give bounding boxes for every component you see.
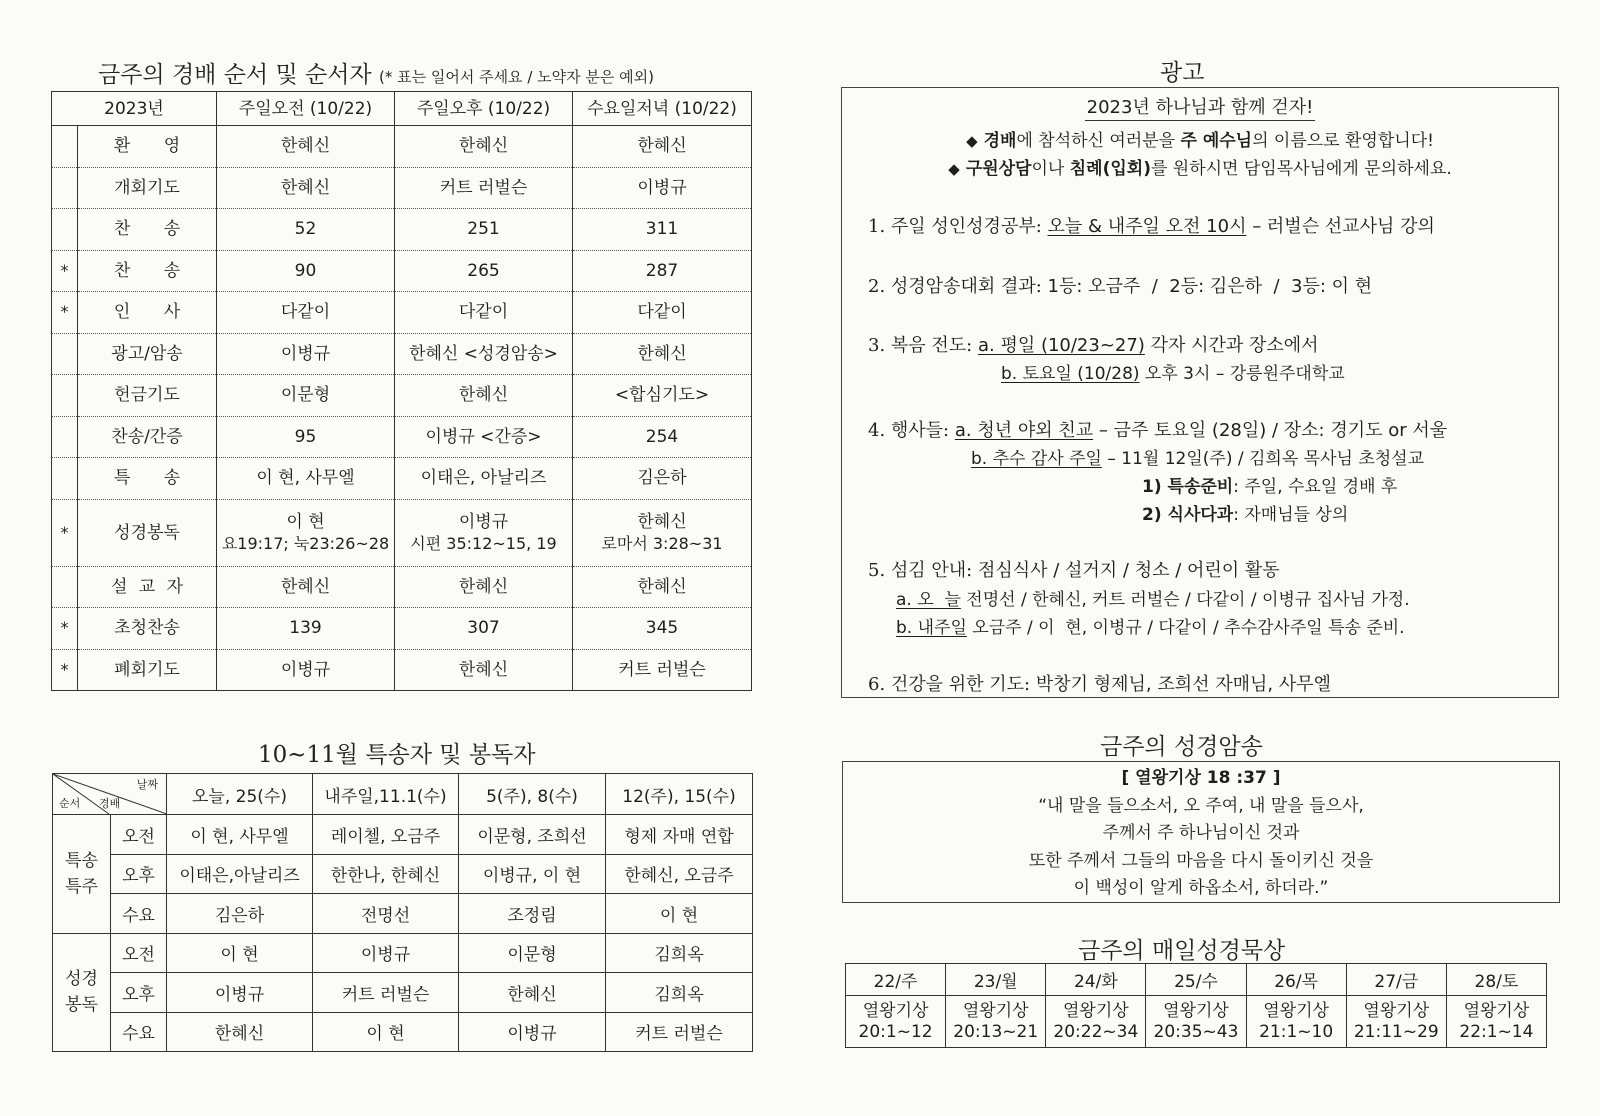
cell-am: 이문형 [217,375,395,417]
day-header: 24/화 [1046,964,1146,996]
special-section-title: 10~11월 특송자 및 봉독자 [258,742,536,768]
announcement-item-4b [971,444,1424,469]
item-text: 점심식사 / 설거지 / 청소 / 어린이 활동 [977,560,1280,581]
slogan [842,93,1558,119]
cell-wed: 287 [573,250,752,292]
book-name: 열왕기상 [1263,1000,1329,1021]
cell-wed: 345 [573,608,752,650]
cell-pm: 265 [395,250,573,292]
memory-verse-box [842,761,1560,903]
cell-wed: 한혜신 [573,333,752,375]
announcement-item-5 [868,556,1280,582]
cell-am: 90 [217,250,395,292]
cell-pm: 한혜신 [395,126,573,168]
item-text: 전명선 / 한혜신, 커트 러벌슨 / 다같이 / 이병규 집사님 가정. [960,590,1410,610]
cell: 김은하 [167,894,313,934]
cell-wed [573,499,752,566]
cell: 커트 러벌슨 [313,973,459,1013]
stand-marker: * [52,499,78,566]
passage: 20:22~34 [1053,1021,1139,1042]
cell: 레이첼, 오금주 [313,815,459,855]
book-name: 열왕기상 [862,1000,929,1021]
daily-devotion-title: 금주의 매일성경묵상 [1078,938,1286,964]
item-text: – 11월 12일(주) / 김희옥 목사님 초청설교 [1101,449,1425,469]
cell: 이병규 [167,973,313,1013]
verse-line: “내 말을 들으소서, 오 주여, 내 말을 들으사, [1038,795,1364,816]
date-header: 오늘, 25(수) [167,774,313,815]
memory-verse-title: 금주의 성경암송 [1100,734,1263,760]
slogan-text: 2023년 하나님과 함께 걷자! [1085,97,1316,121]
cell-pm: 다같이 [395,292,573,334]
day-header: 22/주 [846,964,946,996]
cell: 김희옥 [606,933,753,973]
reading-cell [1246,996,1346,1048]
announcement-item-3 [868,331,1319,357]
worship-order-table [51,91,752,691]
cell-pm: 307 [395,608,573,650]
stand-marker [52,209,78,251]
welcome-line [842,126,1558,151]
cell-pm: 한혜신 [395,375,573,417]
cell: 조정림 [459,894,606,934]
cell-pm: 한혜신 <성경암송> [395,333,573,375]
underlined-text: a. 청년 야외 친교 [954,420,1094,441]
table-row [53,973,753,1013]
day-header: 23/월 [946,964,1046,996]
group-label-line: 성경 [65,969,98,990]
cell: 김희옥 [606,973,753,1013]
bold-text: 2) 식사다과 [1142,505,1234,525]
scripture-ref: 요19:17; 눅23:26~28 [221,533,390,553]
underlined-text: b. 내주일 [896,618,967,638]
stand-marker [52,416,78,458]
header-year: 2023년 [52,92,217,126]
item-label: 2. 성경암송대회 결과: [868,276,1042,297]
table-row [52,566,752,608]
cell-am: 한혜신 [217,566,395,608]
reader-name: 이 현 [286,511,325,532]
order-label: 성경봉독 [78,499,217,566]
item-text: 오후 3시 – 강릉원주대학교 [1139,364,1345,384]
announcement-item-3b [1001,359,1345,384]
cell-wed: 다같이 [573,292,752,334]
text: 에 참석하신 여러분을 [1016,131,1181,151]
book-name: 열왕기상 [1063,1000,1129,1021]
cell-am: 이 현, 사무엘 [217,458,395,500]
text: 의 이름으로 환영합니다! [1252,131,1434,151]
table-row [53,894,753,934]
table-header-row [52,92,752,126]
underlined-text: b. 토요일 (10/28) [1001,364,1140,384]
scripture-ref: 시편 35:12~15, 19 [410,533,557,553]
cell-pm: 이병규 <간증> [395,416,573,458]
cell-am: 139 [217,608,395,650]
announcement-item-4b-1 [1142,472,1397,497]
book-name: 열왕기상 [1363,1000,1430,1021]
cell-pm: 이태은, 아날리즈 [395,458,573,500]
group-label-reading [53,933,111,1052]
cell-wed: 커트 러벌슨 [573,649,752,691]
reading-cell [1046,996,1146,1048]
table-row [53,1012,753,1052]
table-row [52,209,752,251]
cell-pm: 251 [395,209,573,251]
cell: 이병규, 이 현 [459,854,606,894]
cell-am: 한혜신 [217,126,395,168]
cell: 이태은,아날리즈 [167,854,313,894]
reader-name: 이병규 [458,511,509,532]
announcement-item-4 [868,416,1447,442]
cell-am: 52 [217,209,395,251]
group-label-special [53,815,111,934]
stand-marker [52,167,78,209]
reading-cell [846,996,946,1048]
table-row [52,250,752,292]
passage: 21:11~29 [1353,1021,1439,1042]
reading-cell [1446,996,1546,1048]
bold-text: 1) 특송준비 [1142,477,1234,497]
item-text: 1등: 오금주 / 2등: 김은하 / 3등: 이 현 [1047,276,1373,297]
order-label: 인 사 [78,292,217,334]
cell: 이 현 [606,894,753,934]
passage: 21:1~10 [1259,1021,1334,1042]
stand-marker: * [52,292,78,334]
book-name: 열왕기상 [962,1000,1029,1021]
table-row [53,854,753,894]
order-label: 찬송/간증 [78,416,217,458]
announcement-item-4b-2 [1142,500,1348,525]
cell-am: 95 [217,416,395,458]
item-label: 1. 주일 성인성경공부: [868,216,1042,237]
reading-cell [946,996,1046,1048]
stand-marker [52,333,78,375]
order-label: 폐회기도 [78,649,217,691]
corner-service-label: 경배 [99,797,121,810]
cell-am: 한혜신 [217,167,395,209]
announcement-item-2 [868,272,1372,298]
cell: 이문형, 조희선 [459,815,606,855]
cell: 한혜신 [459,973,606,1013]
reading-cell [1346,996,1446,1048]
daily-devotion-table [845,963,1547,1048]
order-title-note: (* 표는 일어서 주세요 / 노약자 분은 예외) [378,68,654,86]
stand-marker [52,375,78,417]
corner-header [53,774,167,815]
order-label: 개회기도 [78,167,217,209]
service-label: 수요 [111,1012,167,1052]
book-name: 열왕기상 [1163,1000,1229,1021]
diamond-bullet-icon: ◆ [966,132,978,150]
item-label: 4. 행사들: [868,420,950,441]
cell: 전명선 [313,894,459,934]
cell: 이 현, 사무엘 [167,815,313,855]
cell: 이 현 [313,1012,459,1052]
table-row [52,416,752,458]
underlined-text: a. 오 늘 [896,590,961,610]
announcement-item-5b [896,613,1405,638]
counsel-line [842,154,1558,179]
cell-wed: 254 [573,416,752,458]
cell-pm: 커트 러벌슨 [395,167,573,209]
order-label: 광고/암송 [78,333,217,375]
diamond-bullet-icon: ◆ [948,160,960,178]
passage: 20:13~21 [953,1021,1039,1042]
special-schedule-table [52,773,753,1052]
underlined-text: b. 추수 감사 주일 [971,449,1102,469]
stand-marker [52,458,78,500]
stand-marker [52,126,78,168]
stand-marker [52,566,78,608]
service-label: 오전 [111,933,167,973]
item-text: 박창기 형제님, 조희선 자매님, 사무엘 [1035,674,1332,695]
cell: 한혜신, 오금주 [606,854,753,894]
stand-marker: * [52,608,78,650]
service-label: 오후 [111,854,167,894]
bold-text: 주 예수님 [1180,131,1253,151]
group-label-line: 특송 [65,850,98,871]
cell-pm: 한혜신 [395,649,573,691]
cell: 한한나, 한혜신 [313,854,459,894]
cell-wed: <합심기도> [573,375,752,417]
table-row [52,167,752,209]
announcement-item-5a [896,585,1410,610]
cell-am: 다같이 [217,292,395,334]
table-row [53,815,753,855]
cell: 이문형 [459,933,606,973]
cell-pm: 한혜신 [395,566,573,608]
cell: 이병규 [459,1012,606,1052]
order-label: 초청찬송 [78,608,217,650]
verse-reference: [ 열왕기상 18 :37 ] [1121,768,1281,788]
order-label: 환 영 [78,126,217,168]
item-text: : 주일, 수요일 경배 후 [1233,477,1398,497]
reading-cell [1146,996,1246,1048]
order-label: 설 교 자 [78,566,217,608]
item-text: – 러벌슨 선교사님 강의 [1246,216,1435,237]
item-label: 5. 섬김 안내: [868,560,973,581]
announcements-title: 광고 [1160,60,1205,86]
underlined-text: a. 평일 (10/23~27) [977,335,1145,356]
table-row [52,375,752,417]
cell: 이병규 [313,933,459,973]
order-label: 특 송 [78,458,217,500]
cell-wed: 한혜신 [573,566,752,608]
bold-text: 구원상담 [965,159,1032,179]
table-row [52,458,752,500]
cell-wed: 311 [573,209,752,251]
table-row [52,126,752,168]
reading-row [846,996,1547,1048]
passage: 20:35~43 [1153,1021,1239,1042]
cell-wed: 김은하 [573,458,752,500]
cell-wed: 이병규 [573,167,752,209]
group-label-line: 봉독 [65,995,98,1016]
day-header-row [846,964,1547,996]
cell-am: 이병규 [217,333,395,375]
table-header-row [53,774,753,815]
verse-line: 이 백성이 알게 하옵소서, 하더라.” [1073,878,1329,898]
item-text: 오금주 / 이 현, 이병규 / 다같이 / 추수감사주일 특송 준비. [966,618,1405,638]
table-row [52,499,752,566]
cell-am: 이병규 [217,649,395,691]
date-header: 내주일,11.1(수) [313,774,459,815]
day-header: 28/토 [1446,964,1546,996]
cell: 한혜신 [167,1012,313,1052]
group-label-line: 특주 [65,876,98,897]
table-row [52,608,752,650]
cell: 커트 러벌슨 [606,1012,753,1052]
date-header: 12(주), 15(수) [606,774,753,815]
header-wednesday: 수요일저녁 (10/22) [573,92,752,126]
service-label: 오전 [111,815,167,855]
announcements-box [841,87,1559,698]
text: 를 원하시면 담임목사님에게 문의하세요. [1150,159,1452,179]
item-label: 6. 건강을 위한 기도: [868,674,1031,695]
cell-pm [395,499,573,566]
date-header: 5(주), 8(수) [459,774,606,815]
announcement-item-6 [868,670,1331,696]
table-row [52,649,752,691]
verse-line: 주께서 주 하나님이신 것과 [1102,823,1300,843]
header-sunday-am: 주일오전 (10/22) [217,92,395,126]
stand-marker: * [52,250,78,292]
item-text: 각자 시간과 장소에서 [1144,335,1319,356]
day-header: 25/수 [1146,964,1246,996]
book-name: 열왕기상 [1463,1000,1530,1021]
service-label: 오후 [111,973,167,1013]
item-text: – 금주 토요일 (28일) / 장소: 경기도 or 서울 [1093,420,1448,441]
order-label: 찬 송 [78,209,217,251]
cell-am [217,499,395,566]
text: 이나 [1031,159,1070,179]
corner-order-label: 순서 [59,797,81,810]
order-label: 찬 송 [78,250,217,292]
item-text: : 자매님들 상의 [1233,505,1349,525]
item-label: 3. 복음 전도: [868,335,973,356]
passage: 20:1~12 [858,1021,933,1042]
scripture-ref: 로마서 3:28~31 [601,533,723,553]
reader-name: 한혜신 [637,511,687,532]
bold-text: 경배 [983,131,1017,151]
announcement-item-1 [868,212,1435,238]
stand-marker: * [52,649,78,691]
verse-line: 또한 주께서 그들의 마음을 다시 돌이키신 것을 [1028,850,1374,871]
header-sunday-pm: 주일오후 (10/22) [395,92,573,126]
cell: 이 현 [167,933,313,973]
cell-wed: 한혜신 [573,126,752,168]
day-header: 26/목 [1246,964,1346,996]
order-label: 헌금기도 [78,375,217,417]
cell: 형제 자매 연합 [606,815,753,855]
table-row [52,292,752,334]
order-section-title [98,56,654,89]
bold-text: 침례(입회) [1069,159,1151,179]
underlined-text: 오늘 & 내주일 오전 10시 [1047,216,1247,237]
table-row [53,933,753,973]
order-title-text: 금주의 경배 순서 및 순서자 [98,62,372,88]
corner-date-label: 날짜 [136,778,158,791]
passage: 22:1~14 [1459,1021,1534,1042]
table-row [52,333,752,375]
service-label: 수요 [111,894,167,934]
day-header: 27/금 [1346,964,1446,996]
